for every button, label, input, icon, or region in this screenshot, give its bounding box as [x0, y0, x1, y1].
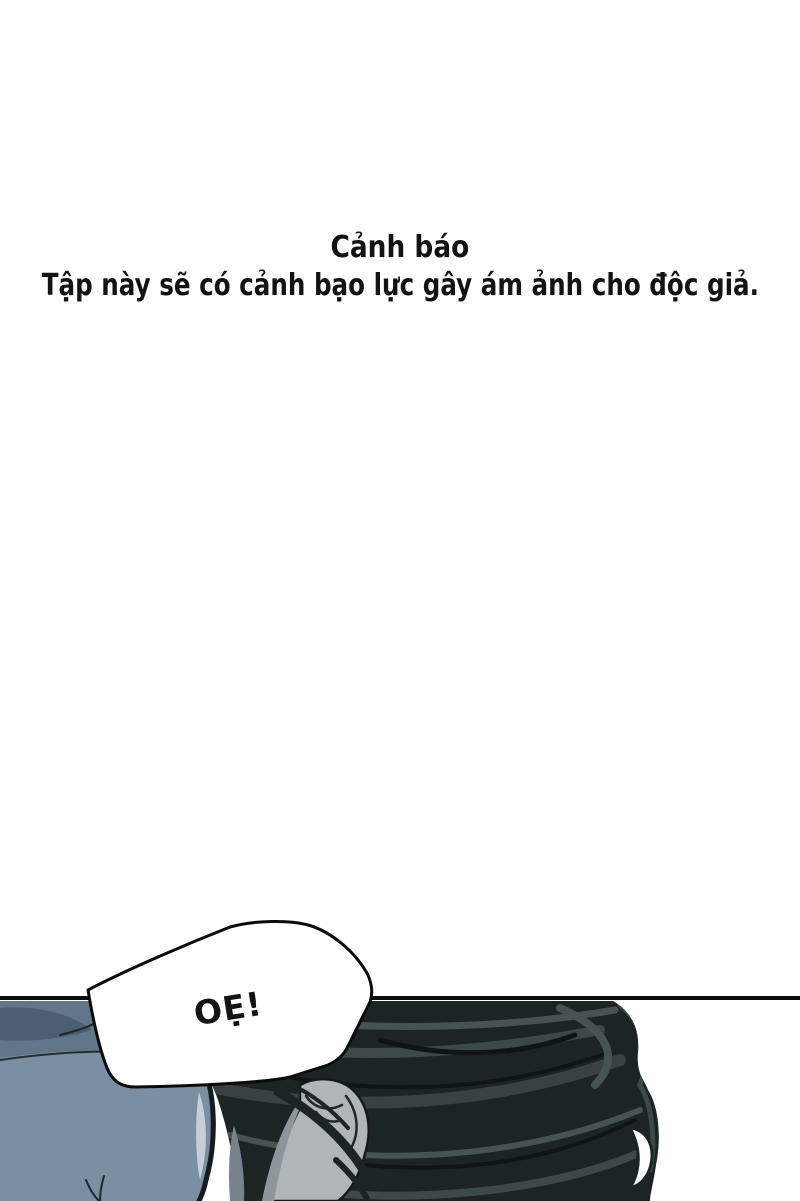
- warning-body: Tập này sẽ có cảnh bạo lực gây ám ảnh cho độc giả.: [41, 268, 759, 303]
- warning-title: Cảnh báo: [330, 230, 470, 265]
- speech-bubble-text: OẸ!: [191, 983, 265, 1033]
